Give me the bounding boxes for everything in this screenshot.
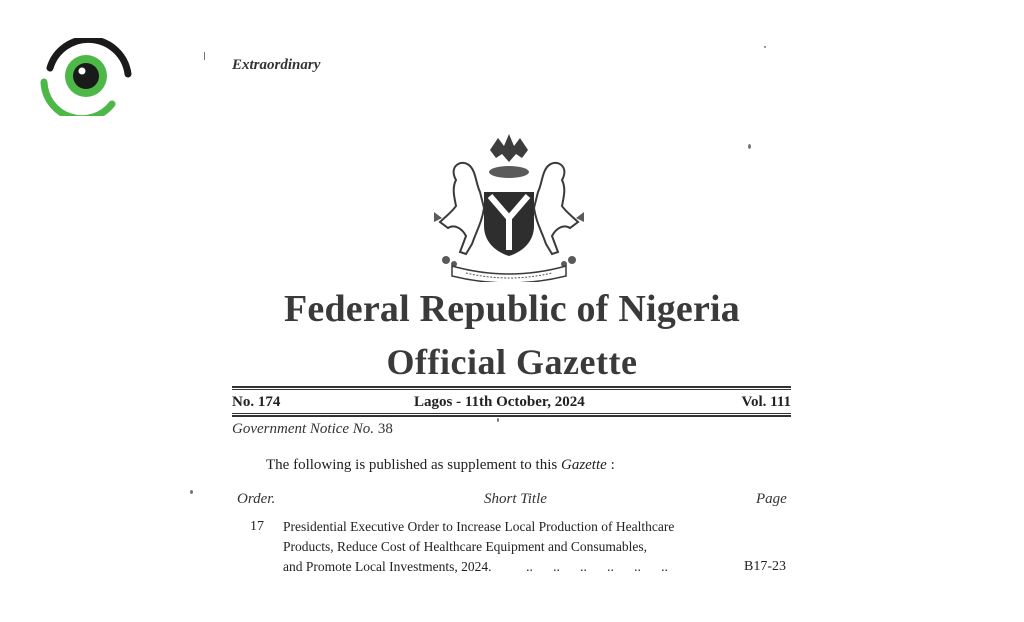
entry-leader-dots: .. .. .. .. .. ..	[516, 559, 668, 574]
masthead-rule-top	[232, 386, 791, 388]
masthead-rule-top-thin	[232, 389, 791, 390]
supplement-text: The following is published as supplement to this	[266, 457, 558, 473]
scan-speck	[190, 490, 193, 494]
masthead-rule-bottom	[232, 415, 791, 417]
column-header-order: Order.	[237, 491, 276, 507]
supplement-gazette: Gazette	[560, 457, 607, 473]
masthead-rule-bottom-thin	[232, 413, 791, 414]
gazette-title: Federal Republic of Nigeria	[283, 288, 741, 330]
gazette-number: No. 174	[232, 394, 281, 410]
entry-title-line-3: and Promote Local Investments, 2024.	[283, 559, 492, 574]
notice-number: 38	[377, 421, 393, 437]
scan-speck	[764, 46, 766, 48]
entry-page-reference: B17-23	[744, 559, 786, 574]
entry-title-line-2: Products, Reduce Cost of Healthcare Equipment and Consumables,	[283, 539, 648, 554]
entry-title-line-1: Presidential Executive Order to Increase Local Production of Healthcare	[283, 519, 675, 534]
gazette-volume: Vol. 111	[741, 394, 791, 410]
eye-logo	[40, 38, 132, 116]
government-notice	[232, 421, 393, 438]
scan-speck	[748, 144, 751, 149]
scan-speck	[497, 418, 499, 422]
notice-label: Government Notice No.	[232, 421, 375, 437]
eye-icon	[40, 38, 132, 116]
gazette-subtitle: Official Gazette	[386, 342, 638, 382]
order-number: 17	[250, 519, 264, 534]
column-header-short-title: Short Title	[484, 491, 547, 507]
extraordinary-label: Extraordinary	[232, 57, 321, 73]
coat-of-arms-icon	[426, 132, 592, 282]
supplement-colon: :	[606, 457, 615, 473]
column-header-page: Page	[756, 491, 787, 507]
supplement-statement	[266, 457, 615, 474]
masthead-line	[232, 392, 791, 412]
scan-speck	[204, 52, 205, 60]
gazette-place-date: Lagos - 11th October, 2024	[414, 394, 585, 410]
